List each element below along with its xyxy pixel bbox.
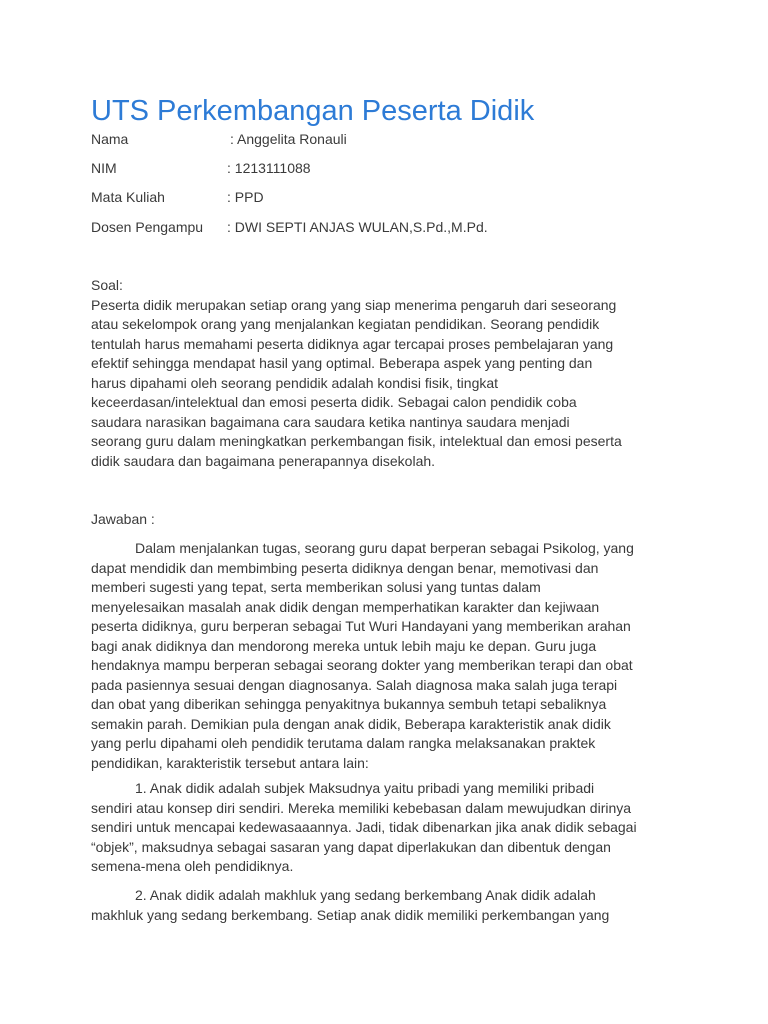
question-line: harus dipahami oleh seorang pendidik adalah kondisi fisik, tingkat — [91, 374, 499, 391]
answer-line: “objek”, maksudnya sebagai sasaran yang dapat diperlakukan dan dibentuk dengan — [91, 838, 611, 855]
question-line: saudara narasikan bagaimana cara saudara ketika nantinya saudara menjadi — [91, 413, 570, 430]
answer-line: peserta didiknya, guru berperan sebagai Tut Wuri Handayani yang memberikan arahan — [91, 618, 631, 634]
info-label: Dosen Pengampu — [91, 219, 204, 235]
info-value: : DWI SEPTI ANJAS WULAN,S.Pd.,M.Pd. — [227, 219, 488, 235]
answer-paragraph-3 — [91, 886, 681, 925]
answer-heading-block — [91, 510, 681, 530]
info-label: Mata Kuliah — [91, 189, 165, 205]
answer-line: 2. Anak didik adalah makhluk yang sedang berkembang Anak didik adalah — [135, 887, 596, 903]
info-value: : 1213111088 — [227, 160, 311, 176]
answer-line: pendidikan, karakteristik tersebut antara lain: — [91, 754, 369, 771]
answer-line: semena-mena oleh pendidiknya. — [91, 858, 294, 874]
answer-line: memberi sugesti yang tepat, serta memberikan solusi yang tuntas dalam — [91, 579, 541, 595]
question-line: keceerdasan/intelektual dan emosi peserta didik. Sebagai calon pendidik coba — [91, 394, 577, 410]
answer-line: yang perlu dipahami oleh pendidik terutama dalam rangka melaksanakan praktek — [91, 735, 596, 751]
answer-line: dan obat yang diberikan sehingga penyakitnya bukannya sembuh tetapi sebaliknya — [91, 696, 607, 712]
answer-line: sendiri untuk mencapai kedewasaaannya. Jadi, tidak dibenarkan jika anak didik sebagai — [91, 819, 637, 835]
answer-line: menyelesaikan masalah anak didik dengan memperhatikan karakter dan kejiwaan — [91, 598, 600, 615]
answer-line: semakin parah. Demikian pula dengan anak didik, Beberapa karakteristik anak didik — [91, 715, 611, 732]
info-label: NIM — [91, 160, 117, 176]
info-value: : PPD — [227, 189, 264, 205]
question-line: atau sekelompok orang yang menjalankan kegiatan pendidikan. Seorang pendidik — [91, 316, 600, 332]
answer-paragraph-1 — [91, 539, 681, 773]
answer-line: hendaknya mampu berperan sebagai seorang dokter yang memberikan terapi dan obat — [91, 657, 633, 673]
question-line: Peserta didik merupakan setiap orang yang siap menerima pengaruh dari seseorang — [91, 296, 617, 313]
answer-line: dapat mendidik dan membimbing peserta didiknya dengan benar, memotivasi dan — [91, 559, 599, 576]
answer-line: 1. Anak didik adalah subjek Maksudnya yaitu pribadi yang memiliki pribadi — [135, 780, 595, 796]
question-line: efektif sehingga mendapat hasil yang optimal. Beberapa aspek yang penting dan — [91, 355, 593, 371]
answer-heading: Jawaban : — [91, 511, 155, 527]
answer-line: makhluk yang sedang berkembang. Setiap anak didik memiliki perkembangan yang — [91, 906, 610, 923]
document-title: UTS Perkembangan Peserta Didik — [91, 95, 535, 127]
answer-line: sendiri atau konsep diri sendiri. Mereka memiliki kebebasan dalam mewujudkan dirinya — [91, 799, 632, 816]
info-value: : Anggelita Ronauli — [230, 131, 347, 147]
answer-line: Dalam menjalankan tugas, seorang guru dapat berperan sebagai Psikolog, yang — [135, 540, 634, 556]
info-label: Nama — [91, 131, 129, 147]
question-line: seorang guru dalam meningkatkan perkembangan fisik, intelektual dan emosi peserta — [91, 433, 622, 449]
question-section — [91, 276, 681, 471]
answer-line: pada pasiennya sesuai dengan diagnosanya. Salah diagnosa maka salah juga terapi — [91, 676, 618, 693]
question-line: didik saudara dan bagaimana penerapannya disekolah. — [91, 452, 436, 469]
answer-paragraph-2 — [91, 779, 681, 877]
question-line: tentulah harus memahami peserta didiknya agar tercapai proses pembelajaran yang — [91, 335, 614, 352]
question-heading: Soal: — [91, 277, 123, 293]
answer-line: bagi anak didiknya dan mendorong mereka untuk lebih maju ke depan. Guru juga — [91, 637, 597, 654]
